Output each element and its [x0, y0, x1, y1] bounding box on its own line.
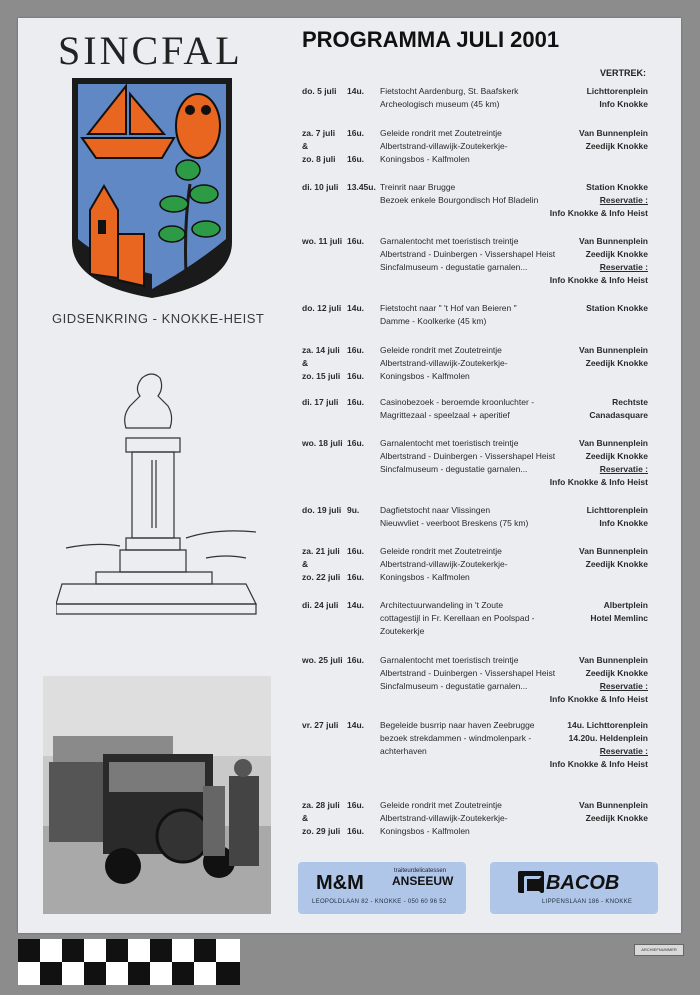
entry-location: Van Bunnenplein [579, 236, 648, 246]
entry-line [292, 262, 656, 275]
program-entry [292, 505, 656, 531]
entry-time: 13.45u. [347, 182, 376, 192]
entry-description: cottagestijl in Fr. Kerellaan en Poolspad - [380, 613, 535, 623]
entry-description: achterhaven [380, 746, 427, 756]
entry-date: wo. 18 juli [302, 438, 343, 448]
program-entry [292, 345, 656, 384]
entry-date: zo. 15 juli [302, 371, 341, 381]
entry-location: Reservatie : [599, 681, 648, 691]
entry-description: Magrittezaal - speelzaal + aperitief [380, 410, 510, 420]
entry-description: Sincfalmuseum - degustatie garnalen... [380, 681, 528, 691]
entry-line [292, 141, 656, 154]
entry-location: Zeedijk Knokke [585, 249, 648, 259]
entry-location: Zeedijk Knokke [585, 451, 648, 461]
entry-time: 16u. [347, 371, 365, 381]
entry-date: zo. 22 juli [302, 572, 341, 582]
entry-location: Van Bunnenplein [579, 345, 648, 355]
entry-location: Albertplein [603, 600, 648, 610]
entry-date: za. 7 juli [302, 128, 336, 138]
entry-description: Garnalentocht met toeristisch treintje [380, 236, 519, 246]
entry-time: 9u. [347, 505, 360, 515]
entry-location: Info Knokke & Info Heist [549, 208, 648, 218]
entry-date: wo. 11 juli [302, 236, 343, 246]
entry-line [292, 505, 656, 518]
entry-line [292, 613, 656, 626]
entry-time: 16u. [347, 345, 365, 355]
entry-description: Albertstrand-villawijk-Zoutekerkje- [380, 358, 508, 368]
entry-date: zo. 29 juli [302, 826, 341, 836]
bacob-logo-icon [518, 871, 544, 893]
entry-location: Reservatie : [599, 195, 648, 205]
entry-description: Sincfalmuseum - degustatie garnalen... [380, 262, 528, 272]
entry-description: Fietstocht Aardenburg, St. Baafskerk [380, 86, 519, 96]
program-entry [292, 182, 656, 221]
entry-location: Station Knokke [586, 182, 648, 192]
entry-line [292, 236, 656, 249]
vertrek-label: VERTREK: [600, 68, 647, 78]
program-entry [292, 236, 656, 288]
entry-location: Reservatie : [599, 746, 648, 756]
entry-description: Casinobezoek - beroemde kroonluchter - [380, 397, 535, 407]
entry-description: Treinrit naar Brugge [380, 182, 456, 192]
entry-date: & [302, 141, 309, 151]
entry-time: 16u. [347, 655, 365, 665]
entry-date: do. 12 juli [302, 303, 342, 313]
program-title: PROGRAMMA JULI 2001 [302, 27, 560, 52]
entry-location: Info Knokke & Info Heist [549, 759, 648, 769]
entry-line [292, 99, 656, 112]
entry-line [292, 249, 656, 262]
tram-photo [43, 676, 271, 914]
ad-mm-tagline: traiteurdelicatessen [394, 868, 447, 874]
entry-line [292, 86, 656, 99]
entry-location: Lichttorenplein [586, 505, 648, 515]
entry-line [292, 208, 656, 221]
entry-description: Koningsbos - Kalfmolen [380, 371, 470, 381]
entry-line [292, 345, 656, 358]
entry-description: Fietstocht naar " 't Hof van Beieren " [380, 303, 517, 313]
entry-location: Van Bunnenplein [579, 128, 648, 138]
entry-line [292, 733, 656, 746]
entry-line [292, 438, 656, 451]
program-entry [292, 397, 656, 423]
entry-line [292, 358, 656, 371]
entry-description: Albertstrand-villawijk-Zoutekerkje- [380, 813, 508, 823]
entry-location: Reservatie : [599, 262, 648, 272]
entry-line [292, 626, 656, 639]
entry-line [292, 275, 656, 288]
entry-line [292, 154, 656, 167]
entry-description: Koningsbos - Kalfmolen [380, 154, 470, 164]
entry-location: Info Knokke & Info Heist [549, 275, 648, 285]
entry-line [292, 316, 656, 329]
entry-description: bezoek strekdammen - windmolenpark - [380, 733, 532, 743]
entry-description: Damme - Koolkerke (45 km) [380, 316, 487, 326]
entry-line [292, 477, 656, 490]
entry-date: do. 19 juli [302, 505, 342, 515]
entry-line [292, 371, 656, 384]
ad-bacob-address: LIPPENSLAAN 186 - KNOKKE [542, 899, 633, 905]
entry-line [292, 668, 656, 681]
entry-line [292, 303, 656, 316]
entry-location: Van Bunnenplein [579, 546, 648, 556]
entry-time: 14u. [347, 86, 365, 96]
program-entry [292, 303, 656, 329]
entry-location: Zeedijk Knokke [585, 358, 648, 368]
entry-location: Hotel Memlinc [590, 613, 648, 623]
entry-location: Info Knokke & Info Heist [549, 477, 648, 487]
brand-title: SINCFAL [58, 28, 243, 73]
entry-location: Info Knokke & Info Heist [549, 694, 648, 704]
entry-line [292, 546, 656, 559]
entry-line [292, 195, 656, 208]
entry-description: Geleide rondrit met Zoutetreintje [380, 546, 502, 556]
program-entry [292, 128, 656, 167]
checker-scale-strip [18, 939, 240, 985]
entry-line [292, 655, 656, 668]
entry-description: Architectuurwandeling in 't Zoute [380, 600, 504, 610]
crest-logo [68, 74, 236, 302]
entry-location: Info Knokke [599, 518, 648, 528]
entry-location: Rechtste [612, 397, 648, 407]
entry-location: Zeedijk Knokke [585, 559, 648, 569]
entry-description: Albertstrand - Duinbergen - Vissershapel Heist [380, 451, 556, 461]
entry-description: Dagfietstocht naar Vlissingen [380, 505, 491, 515]
entry-date: di. 10 juli [302, 182, 339, 192]
entry-description: Albertstrand-villawijk-Zoutekerkje- [380, 141, 508, 151]
entry-line [292, 800, 656, 813]
program-entry [292, 720, 656, 772]
program-entry [292, 438, 656, 490]
archive-label: ARCHIEFNUMMER [634, 944, 684, 956]
entry-date: & [302, 813, 309, 823]
entry-location: Zeedijk Knokke [585, 813, 648, 823]
entry-date: vr. 27 juli [302, 720, 339, 730]
ad-mm-address: LEOPOLDLAAN 82 - KNOKKE - 050 60 96 52 [312, 899, 447, 905]
entry-time: 16u. [347, 397, 365, 407]
entry-location: Station Knokke [586, 303, 648, 313]
entry-description: Garnalentocht met toeristisch treintje [380, 438, 519, 448]
entry-line [292, 464, 656, 477]
entry-line [292, 572, 656, 585]
entry-date: & [302, 559, 309, 569]
entry-date: di. 24 juli [302, 600, 339, 610]
entry-description: Sincfalmuseum - degustatie garnalen... [380, 464, 528, 474]
entry-location: 14.20u. Heldenplein [568, 733, 648, 743]
entry-date: wo. 25 juli [302, 655, 343, 665]
entry-location: Info Knokke [599, 99, 648, 109]
entry-line [292, 128, 656, 141]
entry-line [292, 397, 656, 410]
entry-time: 16u. [347, 572, 365, 582]
entry-time: 14u. [347, 720, 365, 730]
ad-bacob [490, 862, 658, 914]
entry-location: Van Bunnenplein [579, 438, 648, 448]
program-entry [292, 800, 656, 839]
entry-line [292, 746, 656, 759]
entry-description: Begeleide busrrip naar haven Zeebrugge [380, 720, 535, 730]
entry-time: 14u. [347, 600, 365, 610]
entry-location: Lichttorenplein [586, 86, 648, 96]
entry-location: Canadasquare [589, 410, 648, 420]
entry-location: Van Bunnenplein [579, 655, 648, 665]
program-entry [292, 86, 656, 112]
monument-sketch [56, 368, 268, 626]
entry-line [292, 600, 656, 613]
ad-bacob-name: BACOB [546, 872, 620, 894]
entry-line [292, 826, 656, 839]
entry-description: Nieuwvliet - veerboot Breskens (75 km) [380, 518, 529, 528]
entry-line [292, 694, 656, 707]
entry-location: Zeedijk Knokke [585, 668, 648, 678]
entry-description: Geleide rondrit met Zoutetreintje [380, 128, 502, 138]
entry-description: Garnalentocht met toeristisch treintje [380, 655, 519, 665]
entry-description: Koningsbos - Kalfmolen [380, 826, 470, 836]
entry-date: zo. 8 juli [302, 154, 336, 164]
entry-line [292, 451, 656, 464]
entry-location: Zeedijk Knokke [585, 141, 648, 151]
entry-description: Geleide rondrit met Zoutetreintje [380, 800, 502, 810]
program-entry [292, 655, 656, 707]
entry-line [292, 559, 656, 572]
program-entry [292, 600, 656, 639]
entry-description: Koningsbos - Kalfmolen [380, 572, 470, 582]
entry-time: 16u. [347, 438, 365, 448]
entry-date: di. 17 juli [302, 397, 339, 407]
entry-line [292, 720, 656, 733]
entry-line [292, 681, 656, 694]
entry-description: Albertstrand - Duinbergen - Vissershapel Heist [380, 249, 556, 259]
entry-location: Reservatie : [599, 464, 648, 474]
ad-mm-name2: ANSEEUW [392, 874, 454, 888]
entry-description: Geleide rondrit met Zoutetreintje [380, 345, 502, 355]
entry-line [292, 182, 656, 195]
guild-name: GIDSENKRING - KNOKKE-HEIST [52, 311, 265, 326]
entry-date: za. 28 juli [302, 800, 340, 810]
entry-description: Archeologisch museum (45 km) [380, 99, 500, 109]
entry-line [292, 410, 656, 423]
entry-time: 16u. [347, 236, 365, 246]
entry-line [292, 759, 656, 772]
entry-date: za. 14 juli [302, 345, 340, 355]
entry-time: 16u. [347, 800, 365, 810]
entry-time: 14u. [347, 303, 365, 313]
entry-description: Zoutekerkje [380, 626, 425, 636]
entry-location: 14u. Lichttorenplein [567, 720, 648, 730]
entry-description: Albertstrand-villawijk-Zoutekerkje- [380, 559, 508, 569]
entry-time: 16u. [347, 826, 365, 836]
entry-date: za. 21 juli [302, 546, 340, 556]
ad-mm-anseeuw [298, 862, 466, 914]
entry-description: Albertstrand - Duinbergen - Vissershapel Heist [380, 668, 556, 678]
entry-location: Van Bunnenplein [579, 800, 648, 810]
entry-date: & [302, 358, 309, 368]
entry-date: do. 5 juli [302, 86, 337, 96]
entry-line [292, 813, 656, 826]
entry-description: Bezoek enkele Bourgondisch Hof Bladelin [380, 195, 539, 205]
entry-time: 16u. [347, 546, 365, 556]
entry-line [292, 518, 656, 531]
entry-time: 16u. [347, 128, 365, 138]
program-entry [292, 546, 656, 585]
entry-time: 16u. [347, 154, 365, 164]
ad-mm-name: M&M [316, 872, 364, 894]
